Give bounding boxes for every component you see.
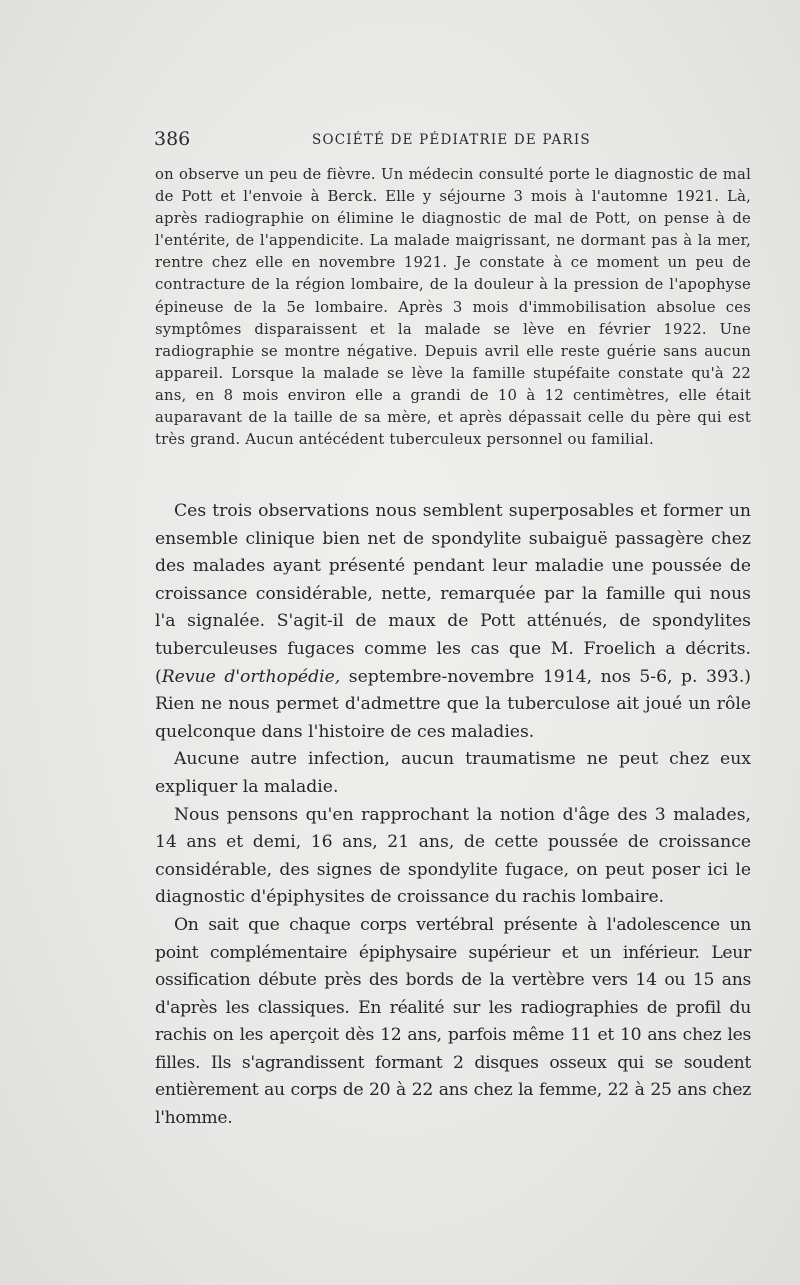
discussion-paragraph-1-end: septembre-novembre 1914, nos 5-6, p. 393.) Rien ne nous permet d'admettre que la tuberculose ait joué un rôle quelconque dans l'histoire de ces maladies. [155,666,752,742]
page-number: 386 [154,128,191,150]
case-report-paragraph: on observe un peu de fièvre. Un médecin consulté porte le diagnostic de mal de Pott et l'envoie à Berck. Elle y séjourne 3 mois à l'automne 1921. Là, après radiographie on élimine le diagnostic de mal de Pott, on pense à de l'entérite, de l'appendicite. La malade maigrissant, ne dormant pas à la mer, rentre chez elle en novembre 1921. Je constate à ce moment un peu de contracture de la région lombaire, de la douleur à la pression de l'apophyse épineuse de la 5e lombaire. Après 3 mois d'immobilisation absolue ces symptômes disparaissent et la malade se lève en février 1922. Une radiographie se montre négative. Depuis avril elle reste guérie sans aucun appareil. Lorsque la malade se lève la famille stupéfaite constate qu'à 22 ans, en 8 mois environ elle a grandi de 10 à 12 centimètres, elle était auparavant de la taille de sa mère, et après dépassait celle du père qui est très grand. Aucun antécédent tuberculeux personnel ou familial. [155,166,751,449]
page-header [154,128,750,152]
discussion-paragraph-1 [155,498,751,746]
running-title: SOCIÉTÉ DE PÉDIATRIE DE PARIS [312,132,591,148]
journal-title: Revue d'orthopédie, [161,666,341,687]
discussion-paragraph-2: Aucune autre infection, aucun traumatisme ne peut chez eux expliquer la maladie. [155,749,751,797]
case-report-text [155,164,751,451]
discussion-paragraph-1-start: Ces trois observations nous semblent superposables et former un ensemble clinique bien net de spondylite subaiguë passagère chez des malades ayant présenté pendant leur maladie une poussée de croissance considérable, nette, remarquée par la famille qui nous l'a signalée. S'agit-il de maux de Pott atténués, de spondylites tuberculeuses fugaces comme les cas que M. Froelich a décrits. ( [155,501,751,687]
discussion-paragraph-4: On sait que chaque corps vertébral présente à l'adolescence un point complémentaire épiphysaire supérieur et un inférieur. Leur ossification débute près des bords de la vertèbre vers 14 ou 15 ans d'après les classiques. En réalité sur les radiographies de profil du rachis on les aperçoit dès 12 ans, parfois même 11 et 10 ans chez les filles. Ils s'agrandissent formant 2 disques osseux qui se soudent entièrement au corps de 20 à 22 ans chez la femme, 22 à 25 ans chez l'homme. [155,914,751,1129]
discussion-paragraph-3: Nous pensons qu'en rapprochant la notion d'âge des 3 malades, 14 ans et demi, 16 ans, 21 ans, de cette poussée de croissance considérable, des signes de spondylite fugace, on peut poser ici le diagnostic d'épiphysites de croissance du rachis lombaire. [155,804,751,908]
discussion-text [155,498,751,1133]
